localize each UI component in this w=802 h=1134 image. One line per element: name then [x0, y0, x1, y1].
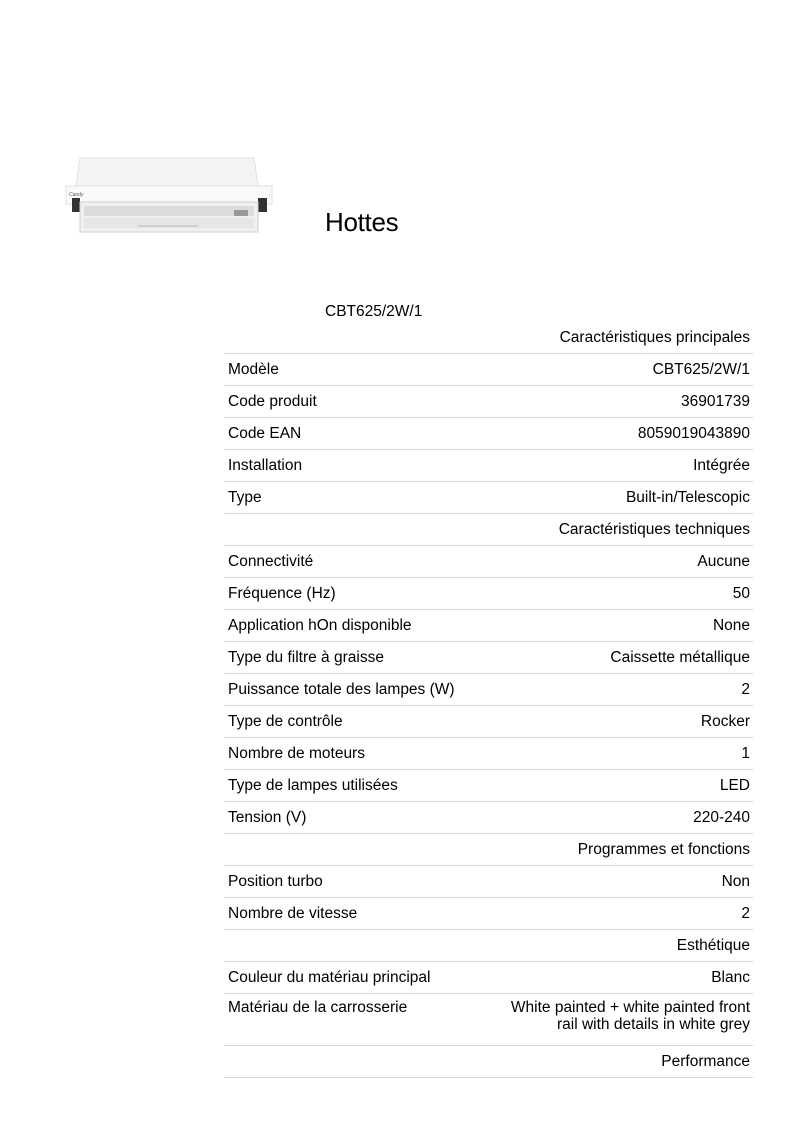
spec-label: Installation — [224, 450, 491, 482]
section-title: Caractéristiques principales — [224, 322, 753, 354]
product-image — [58, 150, 280, 240]
spec-value: 1 — [491, 738, 753, 770]
spec-label: Type de contrôle — [224, 706, 491, 738]
table-row — [224, 610, 753, 642]
page-title: Hottes — [325, 207, 399, 237]
section-title: Performance — [224, 1046, 753, 1078]
spec-value-line: rail with details in white grey — [557, 1016, 750, 1033]
section-header-row — [224, 834, 753, 866]
spec-value: 220-240 — [491, 802, 753, 834]
spec-label: Tension (V) — [224, 802, 491, 834]
section-title: Caractéristiques techniques — [224, 514, 753, 546]
table-row — [224, 642, 753, 674]
section-header-row — [224, 514, 753, 546]
spec-label: Puissance totale des lampes (W) — [224, 674, 491, 706]
table-row — [224, 546, 753, 578]
spec-value: LED — [491, 770, 753, 802]
spec-label: Application hOn disponible — [224, 610, 491, 642]
table-row — [224, 738, 753, 770]
spec-label: Nombre de moteurs — [224, 738, 491, 770]
spec-value-multiline — [491, 994, 753, 1046]
spec-value-line: White painted + white painted front — [510, 999, 750, 1016]
spec-value: Aucune — [491, 546, 753, 578]
table-row — [224, 706, 753, 738]
section-header-row — [224, 322, 753, 354]
spec-label: Connectivité — [224, 546, 491, 578]
spec-label: Type du filtre à graisse — [224, 642, 491, 674]
spec-value: Caissette métallique — [491, 642, 753, 674]
spec-value: 8059019043890 — [491, 418, 753, 450]
spec-value: 50 — [491, 578, 753, 610]
spec-label: Code EAN — [224, 418, 491, 450]
spec-label: Fréquence (Hz) — [224, 578, 491, 610]
spec-label: Position turbo — [224, 866, 491, 898]
spec-label: Modèle — [224, 354, 491, 386]
brand-logo: Candy — [69, 192, 84, 198]
spec-value: CBT625/2W/1 — [491, 354, 753, 386]
table-row — [224, 578, 753, 610]
table-row — [224, 450, 753, 482]
table-row — [224, 674, 753, 706]
section-title: Programmes et fonctions — [224, 834, 753, 866]
table-row — [224, 994, 753, 1046]
spec-value: Non — [491, 866, 753, 898]
table-row — [224, 802, 753, 834]
table-row — [224, 770, 753, 802]
spec-label: Couleur du matériau principal — [224, 962, 491, 994]
table-row — [224, 418, 753, 450]
spec-label: Nombre de vitesse — [224, 898, 491, 930]
spec-value: 2 — [491, 898, 753, 930]
spec-label: Code produit — [224, 386, 491, 418]
spec-value: None — [491, 610, 753, 642]
section-title: Esthétique — [224, 930, 753, 962]
table-row — [224, 354, 753, 386]
spec-value: 36901739 — [491, 386, 753, 418]
spec-value: Built-in/Telescopic — [491, 482, 753, 514]
spec-value: Intégrée — [491, 450, 753, 482]
spec-table — [224, 322, 753, 1078]
section-header-row — [224, 1046, 753, 1078]
table-row — [224, 386, 753, 418]
range-hood-illustration — [58, 150, 280, 240]
spec-value: Rocker — [491, 706, 753, 738]
product-model: CBT625/2W/1 — [325, 303, 423, 320]
table-row — [224, 898, 753, 930]
spec-label: Type de lampes utilisées — [224, 770, 491, 802]
spec-label: Matériau de la carrosserie — [224, 994, 491, 1046]
spec-value: 2 — [491, 674, 753, 706]
table-row — [224, 962, 753, 994]
spec-label: Type — [224, 482, 491, 514]
spec-value: Blanc — [491, 962, 753, 994]
table-row — [224, 482, 753, 514]
table-row — [224, 866, 753, 898]
section-header-row — [224, 930, 753, 962]
